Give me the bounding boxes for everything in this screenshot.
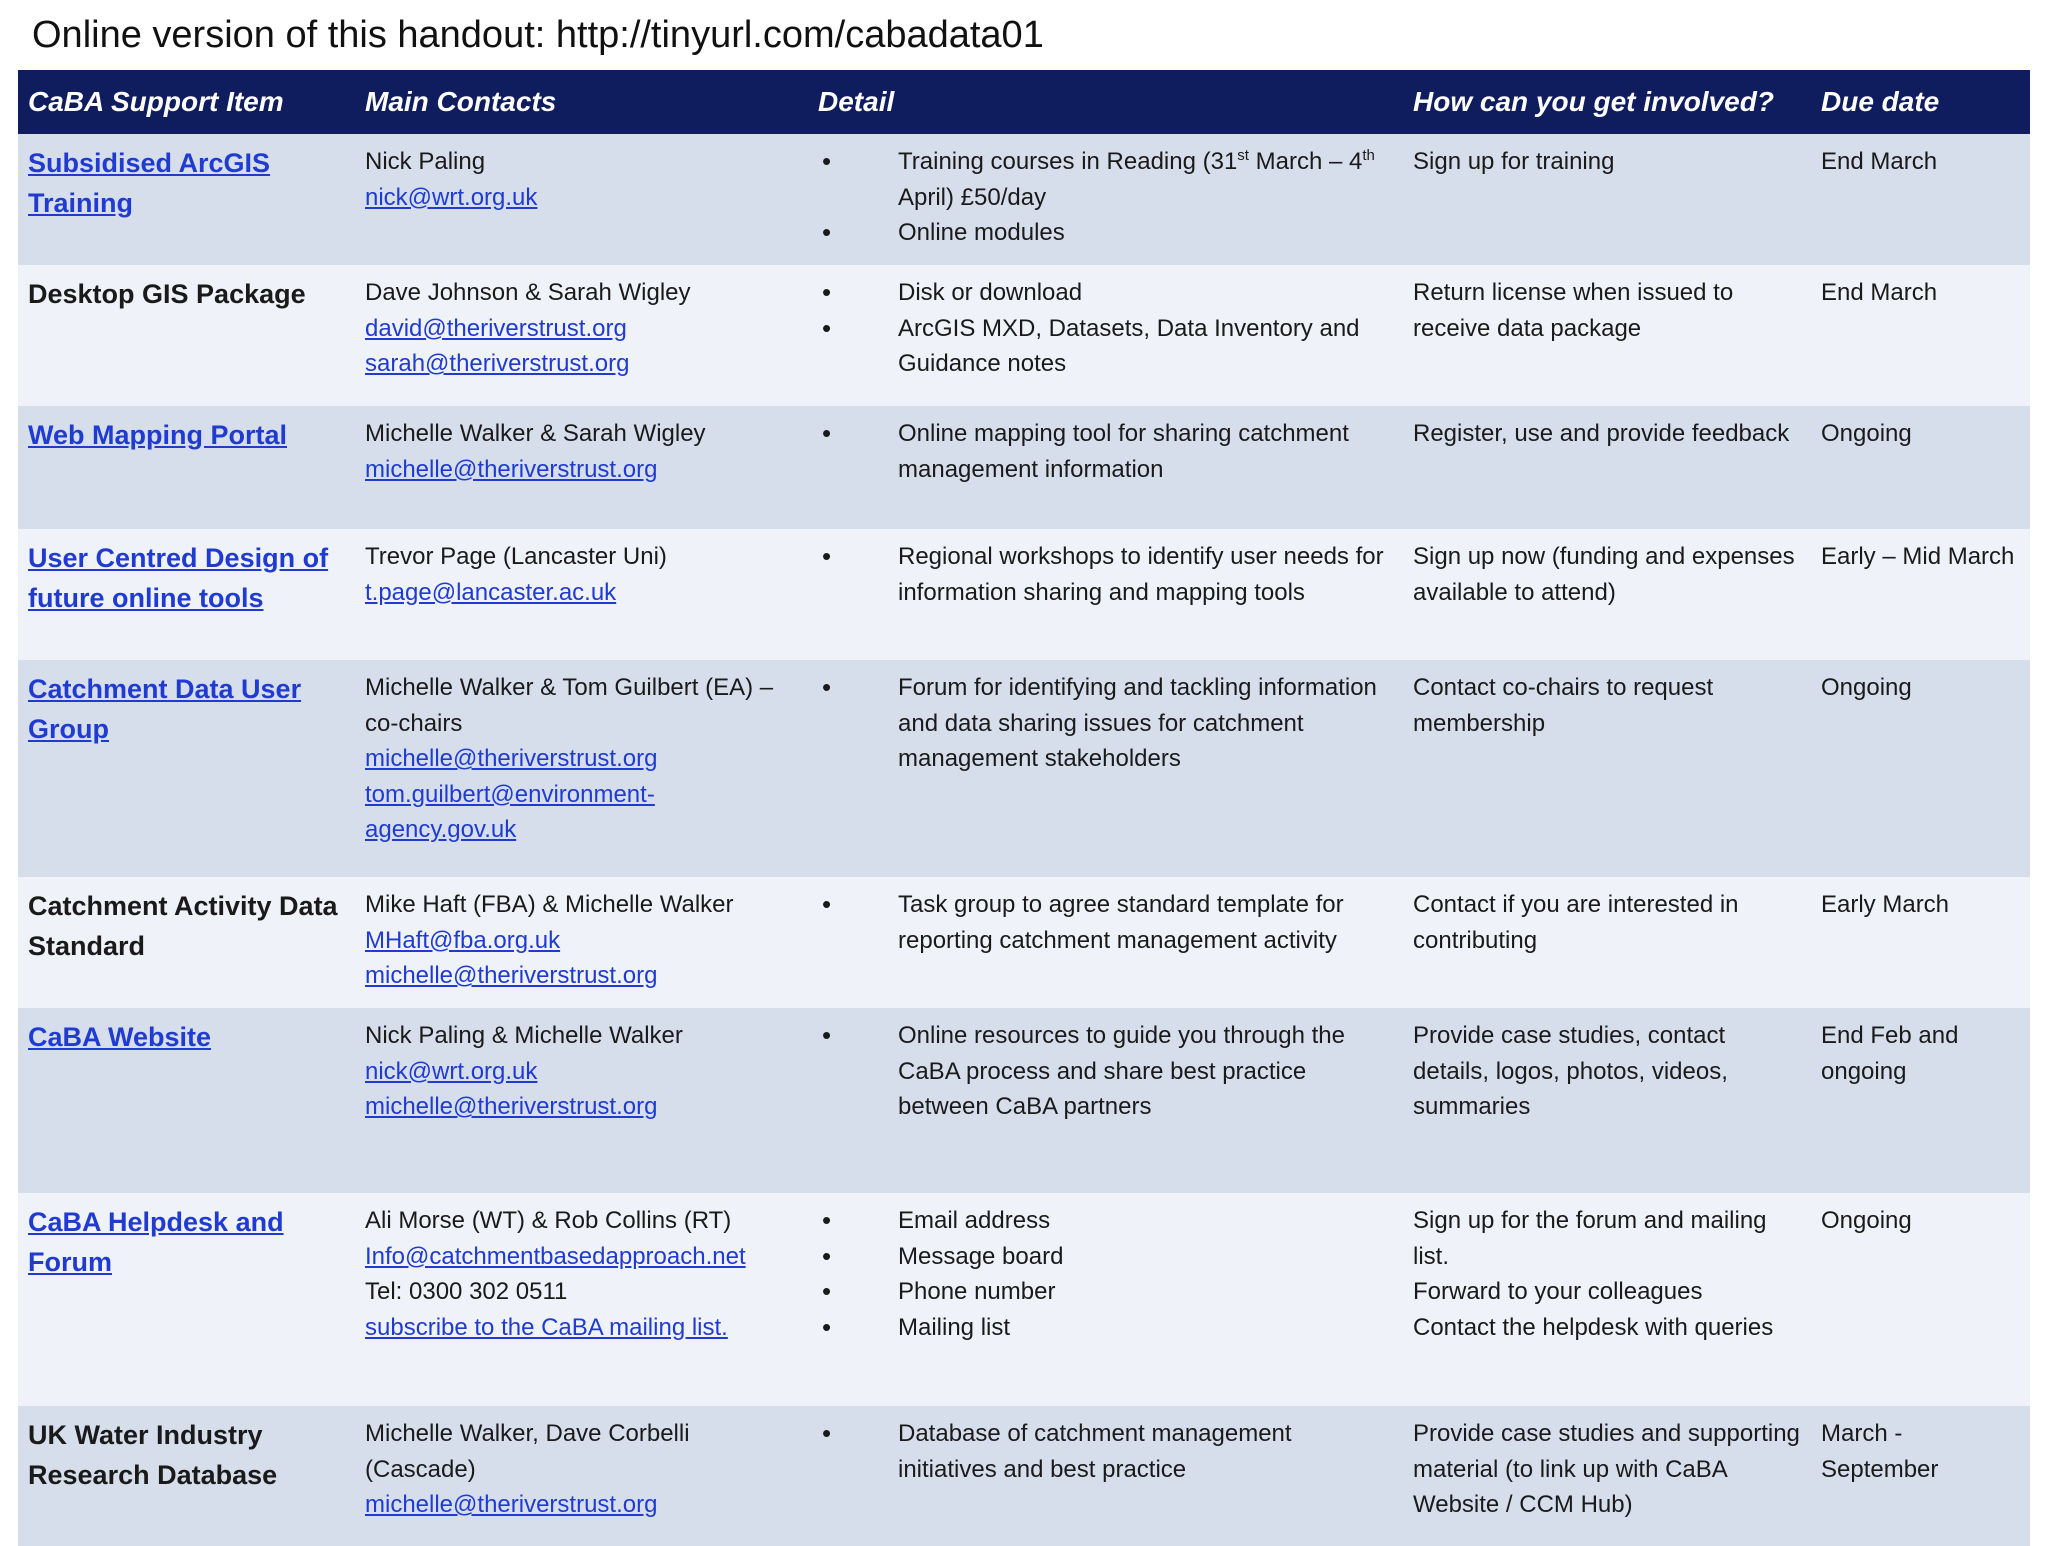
contact-name: Michelle Walker & Sarah Wigley bbox=[365, 420, 706, 447]
detail-item: • Phone number bbox=[818, 1274, 1393, 1310]
support-item-link[interactable]: Catchment Data User Group bbox=[28, 674, 302, 744]
support-item-cell bbox=[18, 134, 355, 265]
column-header-main-contacts: Main Contacts bbox=[365, 86, 557, 117]
table-row bbox=[18, 1008, 2030, 1193]
table-row bbox=[18, 1406, 2030, 1546]
involvement-text: Sign up for the forum and mailing list. bbox=[1413, 1207, 1767, 1270]
involvement-cell bbox=[1403, 529, 1811, 660]
contacts-cell bbox=[355, 1008, 808, 1193]
column-header-support-item: CaBA Support Item bbox=[28, 86, 284, 117]
contacts-cell bbox=[355, 529, 808, 660]
detail-item: • Forum for identifying and tackling information and data sharing issues for catchment management stakeholders bbox=[818, 670, 1393, 777]
support-item-link[interactable]: CaBA Helpdesk and Forum bbox=[28, 1207, 284, 1277]
support-item-cell bbox=[18, 1406, 355, 1546]
detail-cell bbox=[808, 529, 1403, 660]
detail-cell bbox=[808, 1008, 1403, 1193]
contact-email-link[interactable]: michelle@theriverstrust.org bbox=[365, 1093, 658, 1120]
contacts-cell bbox=[355, 265, 808, 406]
support-item-title: UK Water Industry Research Database bbox=[28, 1420, 278, 1490]
support-item-cell bbox=[18, 406, 355, 529]
support-item-cell bbox=[18, 529, 355, 660]
contact-name: Michelle Walker, Dave Corbelli (Cascade) bbox=[365, 1420, 690, 1483]
involvement-text: Provide case studies, contact details, logos, photos, videos, summaries bbox=[1413, 1022, 1728, 1120]
contact-email-link[interactable]: nick@wrt.org.uk bbox=[365, 183, 538, 211]
detail-item bbox=[818, 144, 1393, 215]
support-item-cell bbox=[18, 877, 355, 1008]
contacts-cell bbox=[355, 1406, 808, 1546]
support-item-cell bbox=[18, 1008, 355, 1193]
involvement-text: Contact if you are interested in contributing bbox=[1413, 891, 1739, 954]
detail-item: • Online modules bbox=[818, 215, 1393, 251]
contacts-cell bbox=[355, 134, 808, 265]
contact-email-link[interactable]: tom.guilbert@environment- bbox=[365, 780, 655, 808]
contact-email-link[interactable]: michelle@theriverstrust.org bbox=[365, 455, 658, 483]
subscribe-mailing-list-link[interactable]: subscribe to the CaBA mailing list. bbox=[365, 1313, 728, 1341]
due-date-cell: Ongoing bbox=[1821, 674, 1912, 701]
detail-item: • Database of catchment management initiatives and best practice bbox=[818, 1416, 1393, 1487]
involvement-cell bbox=[1403, 406, 1811, 529]
support-item-title: Catchment Activity Data Standard bbox=[28, 891, 338, 961]
contact-name: Dave Johnson & Sarah Wigley bbox=[365, 279, 691, 306]
contacts-cell bbox=[355, 1193, 808, 1406]
table-row bbox=[18, 1193, 2030, 1406]
due-date-cell: Early – Mid March bbox=[1821, 543, 2015, 570]
contact-email-link[interactable]: david@theriverstrust.org bbox=[365, 314, 627, 342]
superscript: th bbox=[1362, 147, 1375, 164]
involvement-cell bbox=[1403, 265, 1811, 406]
involvement-cell bbox=[1403, 877, 1811, 1008]
detail-item: • Message board bbox=[818, 1239, 1393, 1275]
contact-name: Mike Haft (FBA) & Michelle Walker bbox=[365, 891, 734, 918]
table-row bbox=[18, 660, 2030, 877]
detail-cell bbox=[808, 134, 1403, 265]
involvement-text: Return license when issued to receive data package bbox=[1413, 279, 1734, 342]
due-date-cell: Ongoing bbox=[1821, 1207, 1912, 1234]
due-date-cell: End March bbox=[1821, 148, 1938, 175]
detail-item: • ArcGIS MXD, Datasets, Data Inventory and Guidance notes bbox=[818, 311, 1393, 382]
involvement-text: Contact co-chairs to request membership bbox=[1413, 674, 1714, 737]
contact-name: Nick Paling bbox=[365, 148, 486, 175]
detail-cell bbox=[808, 877, 1403, 1008]
detail-item: • Online resources to guide you through the CaBA process and share best practice between CaBA partners bbox=[818, 1018, 1393, 1125]
contact-email-link[interactable]: michelle@theriverstrust.org bbox=[365, 962, 658, 989]
detail-item: • Mailing list bbox=[818, 1310, 1393, 1346]
detail-cell bbox=[808, 1193, 1403, 1406]
detail-item: • Task group to agree standard template for reporting catchment management activity bbox=[818, 887, 1393, 958]
superscript: st bbox=[1237, 147, 1249, 164]
due-date-cell: Early March bbox=[1821, 891, 1950, 918]
table-row bbox=[18, 529, 2030, 660]
contacts-cell bbox=[355, 660, 808, 877]
detail-item: • Disk or download bbox=[818, 275, 1393, 311]
support-item-cell bbox=[18, 660, 355, 877]
involvement-text: Forward to your colleagues bbox=[1413, 1278, 1703, 1305]
involvement-cell bbox=[1403, 660, 1811, 877]
contact-email-link[interactable]: sarah@theriverstrust.org bbox=[365, 350, 630, 377]
detail-text: April) £50/day bbox=[898, 183, 1047, 211]
due-date-cell: End March bbox=[1821, 279, 1938, 306]
table-row bbox=[18, 877, 2030, 1008]
involvement-text: Sign up for training bbox=[1413, 148, 1615, 175]
support-item-link[interactable]: CaBA Website bbox=[28, 1022, 212, 1052]
contact-email-link[interactable]: michelle@theriverstrust.org bbox=[365, 1491, 658, 1518]
contact-email-link[interactable]: nick@wrt.org.uk bbox=[365, 1057, 538, 1085]
support-item-link[interactable]: Web Mapping Portal bbox=[28, 420, 288, 450]
column-header-detail: Detail bbox=[818, 86, 895, 117]
detail-cell bbox=[808, 660, 1403, 877]
involvement-cell bbox=[1403, 134, 1811, 265]
involvement-text: Sign up now (funding and expenses available to attend) bbox=[1413, 543, 1795, 606]
detail-cell bbox=[808, 406, 1403, 529]
table-row bbox=[18, 406, 2030, 529]
page-header: Online version of this handout: http://tinyurl.com/cabadata01 bbox=[32, 14, 1044, 56]
involvement-text: Provide case studies and supporting material (to link up with CaBA Website / CCM Hub) bbox=[1413, 1420, 1800, 1518]
detail-cell bbox=[808, 265, 1403, 406]
involvement-text: Contact the helpdesk with queries bbox=[1413, 1313, 1774, 1341]
table-header-row bbox=[18, 70, 2030, 134]
detail-text: March – 4 bbox=[1248, 148, 1363, 175]
contact-name: Michelle Walker & Tom Guilbert (EA) – co-chairs bbox=[365, 674, 774, 737]
contact-name: Trevor Page (Lancaster Uni) bbox=[365, 543, 667, 570]
contact-email-link[interactable]: t.page@lancaster.ac.uk bbox=[365, 578, 617, 606]
contact-email-link[interactable]: michelle@theriverstrust.org bbox=[365, 745, 658, 772]
involvement-cell bbox=[1403, 1193, 1811, 1406]
contact-phone: Tel: 0300 302 0511 bbox=[365, 1278, 568, 1305]
contact-name: Nick Paling & Michelle Walker bbox=[365, 1022, 683, 1049]
due-date-cell: March - September bbox=[1821, 1420, 1939, 1483]
involvement-cell bbox=[1403, 1406, 1811, 1546]
detail-item: • Regional workshops to identify user needs for information sharing and mapping tools bbox=[818, 539, 1393, 610]
due-date-cell: End Feb and ongoing bbox=[1821, 1022, 1959, 1085]
due-date-cell: Ongoing bbox=[1821, 420, 1912, 447]
detail-item: • Email address bbox=[818, 1203, 1393, 1239]
column-header-due-date: Due date bbox=[1821, 86, 1940, 117]
support-item-link[interactable]: Subsidised ArcGIS Training bbox=[28, 148, 271, 218]
contact-email-link[interactable]: agency.gov.uk bbox=[365, 816, 517, 843]
support-item-cell bbox=[18, 1193, 355, 1406]
detail-cell bbox=[808, 1406, 1403, 1546]
table-row bbox=[18, 265, 2030, 406]
table-row bbox=[18, 134, 2030, 265]
contacts-cell bbox=[355, 406, 808, 529]
support-item-cell bbox=[18, 265, 355, 406]
involvement-text: Register, use and provide feedback bbox=[1413, 420, 1790, 447]
contact-email-link[interactable]: Info@catchmentbasedapproach.net bbox=[365, 1242, 746, 1270]
contact-name: Ali Morse (WT) & Rob Collins (RT) bbox=[365, 1207, 732, 1234]
contacts-cell bbox=[355, 877, 808, 1008]
support-table bbox=[18, 70, 2030, 1546]
detail-item: • Online mapping tool for sharing catchment management information bbox=[818, 416, 1393, 487]
column-header-involvement: How can you get involved? bbox=[1413, 86, 1774, 117]
support-item-title: Desktop GIS Package bbox=[28, 279, 306, 309]
support-item-link[interactable]: User Centred Design of future online tools bbox=[28, 543, 329, 613]
contact-email-link[interactable]: MHaft@fba.org.uk bbox=[365, 926, 561, 954]
involvement-cell bbox=[1403, 1008, 1811, 1193]
detail-text: Training courses in Reading (31 bbox=[898, 148, 1238, 175]
